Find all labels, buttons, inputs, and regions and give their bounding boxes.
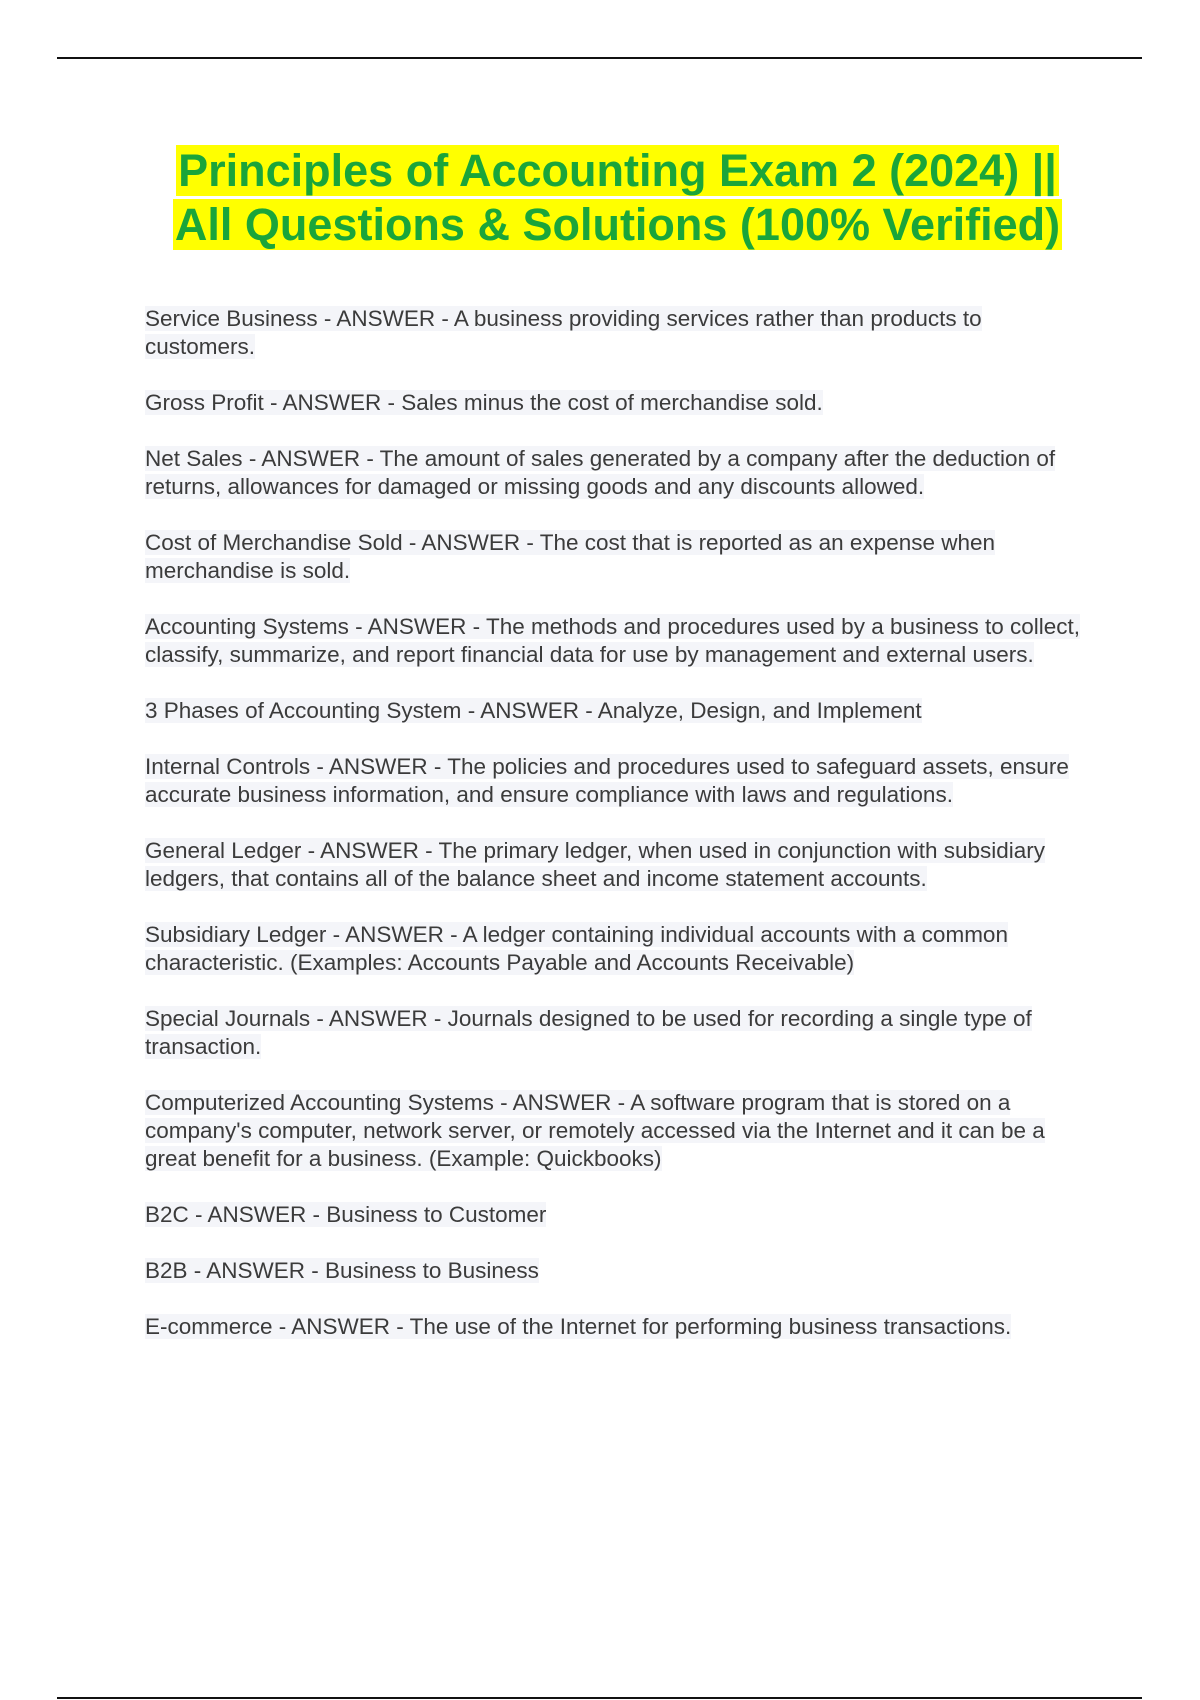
qa-entry (145, 1313, 1090, 1341)
entry-definition: The primary ledger, when used in conjunction with subsidiary ledgers, that contains all of the balance sheet and income statement accounts. (145, 838, 1046, 891)
title-line-2: All Questions & Solutions (100% Verified) (174, 199, 1061, 250)
entry-separator: - ANSWER - (301, 838, 439, 863)
entry-definition: The amount of sales generated by a company after the deduction of returns, allowances for damaged or missing goods and any discounts allowed. (145, 446, 1056, 499)
qa-entry (145, 1257, 1090, 1285)
entry-term: Internal Controls (145, 754, 311, 779)
qa-entry (145, 1201, 1090, 1229)
entry-term: Subsidiary Ledger (145, 922, 327, 947)
qa-entry (145, 753, 1090, 809)
entry-term: Special Journals (145, 1006, 311, 1031)
entry-separator: - ANSWER - (461, 698, 598, 723)
entry-definition: A ledger containing individual accounts with a common characteristic. (Examples: Accounts Payable and Accounts Receivable) (145, 922, 1008, 975)
entry-separator: - ANSWER - (348, 614, 486, 639)
entry-definition: Sales minus the cost of merchandise sold. (401, 390, 823, 415)
qa-list (145, 305, 1090, 1369)
qa-entry (145, 1005, 1090, 1061)
entry-term: B2B (145, 1258, 188, 1283)
entry-separator: - ANSWER - (263, 390, 402, 415)
entry-separator: - ANSWER - (188, 1202, 327, 1227)
entry-definition: Journals designed to be used for recording a single type of transaction. (145, 1006, 1032, 1059)
qa-entry (145, 697, 1090, 725)
entry-definition: A business providing services rather than products to customers. (145, 306, 982, 359)
qa-entry (145, 837, 1090, 893)
qa-entry (145, 613, 1090, 669)
entry-term: Gross Profit (145, 390, 264, 415)
entry-term: Cost of Merchandise Sold (145, 530, 403, 555)
entry-definition: The policies and procedures used to safeguard assets, ensure accurate business information, and ensure compliance with laws and regulations. (145, 754, 1069, 807)
qa-entry (145, 305, 1090, 361)
entry-definition: Business to Customer (326, 1202, 547, 1227)
qa-entry (145, 389, 1090, 417)
entry-term: Accounting Systems (145, 614, 349, 639)
entry-definition: Analyze, Design, and Implement (597, 698, 922, 723)
entry-separator: - ANSWER - (310, 1006, 448, 1031)
entry-definition: The methods and procedures used by a business to collect, classify, summarize, and report financial data for use by management and external users. (145, 614, 1081, 667)
entry-separator: - ANSWER - (310, 754, 448, 779)
entry-term: 3 Phases of Accounting System (145, 698, 462, 723)
entry-term: B2C (145, 1202, 189, 1227)
entry-separator: - ANSWER - (402, 530, 540, 555)
entry-term: Net Sales (145, 446, 243, 471)
entry-separator: - ANSWER - (272, 1314, 410, 1339)
title-line-1: Principles of Accounting Exam 2 (2024) || (178, 145, 1057, 196)
document-title (145, 144, 1090, 252)
entry-term: Service Business (145, 306, 318, 331)
entry-separator: - ANSWER - (493, 1090, 631, 1115)
qa-entry (145, 529, 1090, 585)
entry-separator: - ANSWER - (242, 446, 380, 471)
entry-separator: - ANSWER - (187, 1258, 326, 1283)
qa-entry (145, 1089, 1090, 1173)
entry-definition: The use of the Internet for performing business transactions. (409, 1314, 1012, 1339)
entry-term: E-commerce (145, 1314, 273, 1339)
top-rule (57, 57, 1142, 59)
entry-definition: Business to Business (325, 1258, 539, 1283)
qa-entry (145, 445, 1090, 501)
bottom-rule (57, 1697, 1142, 1699)
entry-term: General Ledger (145, 838, 302, 863)
entry-term: Computerized Accounting Systems (145, 1090, 494, 1115)
entry-separator: - ANSWER - (317, 306, 454, 331)
entry-separator: - ANSWER - (326, 922, 463, 947)
entry-definition: A software program that is stored on a company's computer, network server, or remotely accessed via the Internet and it can be a great benefit for a business. (Example: Quickbooks) (145, 1090, 1045, 1171)
qa-entry (145, 921, 1090, 977)
entry-definition: The cost that is reported as an expense when merchandise is sold. (145, 530, 996, 583)
